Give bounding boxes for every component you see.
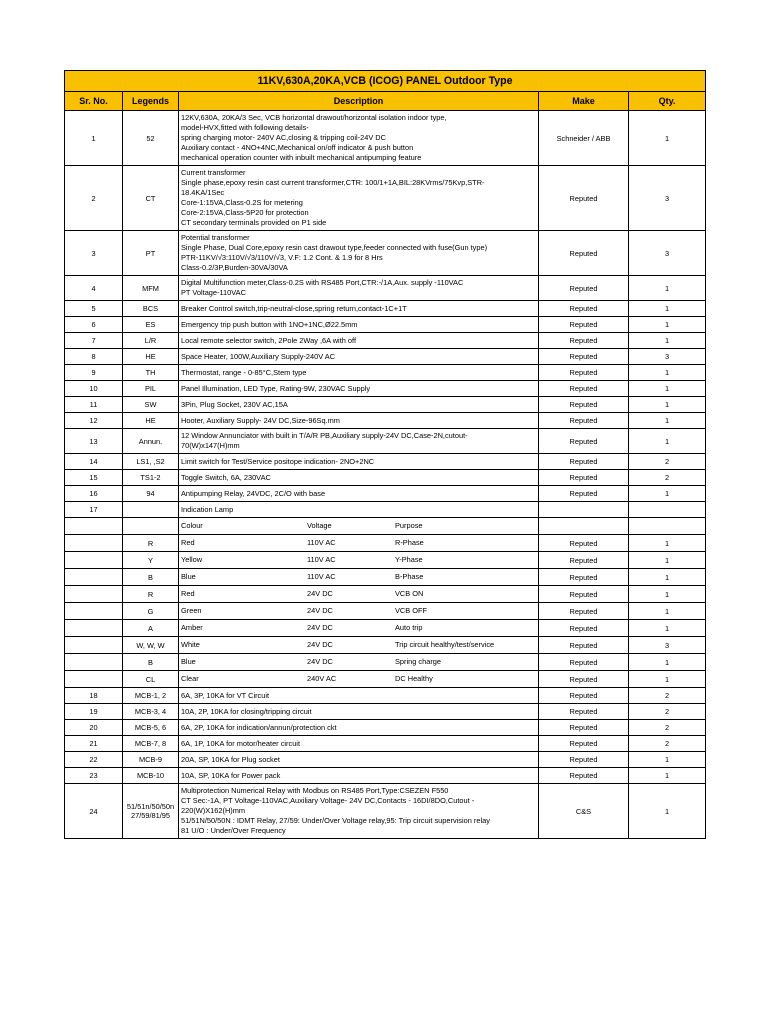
legend-cell: G bbox=[123, 603, 179, 620]
table-row bbox=[65, 552, 706, 569]
make-cell: Reputed bbox=[539, 413, 629, 429]
make-cell: C&S bbox=[539, 784, 629, 839]
description-line: 18.4KA/1Sec bbox=[181, 188, 225, 197]
lamp-spec bbox=[181, 637, 536, 653]
lamp-spec bbox=[181, 535, 536, 551]
sr-no-cell: 11 bbox=[65, 397, 123, 413]
qty-cell: 1 bbox=[629, 784, 706, 839]
table-row bbox=[65, 535, 706, 552]
make-cell: Reputed bbox=[539, 397, 629, 413]
legend-cell: R bbox=[123, 586, 179, 603]
description-cell bbox=[179, 301, 539, 317]
qty-cell: 1 bbox=[629, 413, 706, 429]
description-line: PTR-11KV/√3:110V/√3/110V/√3, V.F: 1.2 Cont. & 1.9 for 8 Hrs bbox=[181, 253, 383, 262]
description-line: 81 U/O : Under/Over Frequency bbox=[181, 826, 286, 835]
make-cell bbox=[539, 518, 629, 535]
description-line: CT Sec:-1A, PT Voltage-110VAC,Auxiliary Voltage- 24V DC,Contacts - 16DI/8DO,Cutout - bbox=[181, 796, 475, 805]
qty-cell: 1 bbox=[629, 317, 706, 333]
description-cell bbox=[179, 397, 539, 413]
legend-cell: MFM bbox=[123, 276, 179, 301]
sr-no-cell: 18 bbox=[65, 688, 123, 704]
qty-cell: 3 bbox=[629, 166, 706, 231]
sr-no-cell: 4 bbox=[65, 276, 123, 301]
legend-cell: ES bbox=[123, 317, 179, 333]
description-line: Single Phase, Dual Core,epoxy resin cast drawout type,feeder connected with fuse(Gun type) bbox=[181, 243, 488, 252]
legend-cell: A bbox=[123, 620, 179, 637]
table-row bbox=[65, 454, 706, 470]
lamp-colour: Green bbox=[181, 606, 202, 615]
table-row bbox=[65, 720, 706, 736]
sr-no-cell: 6 bbox=[65, 317, 123, 333]
description-cell bbox=[179, 486, 539, 502]
description-cell bbox=[179, 736, 539, 752]
sr-no-cell: 19 bbox=[65, 704, 123, 720]
table-row bbox=[65, 569, 706, 586]
table-row bbox=[65, 704, 706, 720]
column-header-sr-no: Sr. No. bbox=[65, 92, 123, 111]
lamp-colour: Clear bbox=[181, 674, 199, 683]
make-cell: Reputed bbox=[539, 736, 629, 752]
description-line: Antipumping Relay, 24VDC, 2C/O with base bbox=[181, 488, 326, 498]
description-cell bbox=[179, 603, 539, 620]
lamp-voltage: 110V AC bbox=[307, 538, 336, 547]
sr-no-cell: 24 bbox=[65, 784, 123, 839]
qty-cell: 1 bbox=[629, 486, 706, 502]
qty-cell: 1 bbox=[629, 654, 706, 671]
make-cell: Reputed bbox=[539, 768, 629, 784]
qty-cell: 2 bbox=[629, 688, 706, 704]
lamp-spec bbox=[181, 603, 536, 619]
sr-no-cell bbox=[65, 586, 123, 603]
table-row bbox=[65, 502, 706, 518]
sr-no-cell: 1 bbox=[65, 111, 123, 166]
sr-no-cell: 10 bbox=[65, 381, 123, 397]
description-cell bbox=[179, 535, 539, 552]
qty-cell: 2 bbox=[629, 704, 706, 720]
legend-cell: MCB-3, 4 bbox=[123, 704, 179, 720]
description-line: Single phase,epoxy resin cast current transformer,CTR: 100/1+1A,BIL:28KVrms/75Kvp,STR- bbox=[181, 178, 485, 187]
legend-cell: B bbox=[123, 569, 179, 586]
description-line: 10A, SP, 10KA for Power pack bbox=[181, 770, 281, 780]
description-cell bbox=[179, 454, 539, 470]
make-cell: Schneider / ABB bbox=[539, 111, 629, 166]
description-line: Breaker Control switch,trip-neutral-close,spring return,contact-1C+1T bbox=[181, 303, 407, 313]
description-line: 3Pin, Plug Socket, 230V AC,15A bbox=[181, 399, 288, 409]
legend-cell: MCB-1, 2 bbox=[123, 688, 179, 704]
purpose-header: Purpose bbox=[395, 521, 423, 530]
make-cell: Reputed bbox=[539, 429, 629, 454]
make-cell: Reputed bbox=[539, 301, 629, 317]
lamp-spec bbox=[181, 620, 536, 636]
sr-no-cell bbox=[65, 603, 123, 620]
table-row bbox=[65, 333, 706, 349]
legend-cell: MCB-5, 6 bbox=[123, 720, 179, 736]
lamp-voltage: 240V AC bbox=[307, 674, 337, 683]
lamp-colour: White bbox=[181, 640, 200, 649]
description-cell bbox=[179, 688, 539, 704]
legend-cell bbox=[123, 502, 179, 518]
description-cell bbox=[179, 784, 539, 839]
table-row bbox=[65, 654, 706, 671]
description-cell bbox=[179, 654, 539, 671]
legend-cell: LS1, ,S2 bbox=[123, 454, 179, 470]
make-cell: Reputed bbox=[539, 569, 629, 586]
lamp-voltage: 24V DC bbox=[307, 589, 333, 598]
description-cell bbox=[179, 569, 539, 586]
lamp-colour: Blue bbox=[181, 657, 196, 666]
sr-no-cell: 23 bbox=[65, 768, 123, 784]
make-cell: Reputed bbox=[539, 486, 629, 502]
table-row bbox=[65, 486, 706, 502]
description-cell bbox=[179, 768, 539, 784]
legend-cell: MCB-9 bbox=[123, 752, 179, 768]
sr-no-cell bbox=[65, 654, 123, 671]
sr-no-cell: 21 bbox=[65, 736, 123, 752]
qty-cell: 3 bbox=[629, 637, 706, 654]
description-line: 10A, 2P, 10KA for closing/tripping circuit bbox=[181, 706, 312, 716]
description-line: 6A, 3P, 10KA for VT Circuit bbox=[181, 690, 270, 700]
column-header-qty: Qty. bbox=[629, 92, 706, 111]
make-cell: Reputed bbox=[539, 454, 629, 470]
legend-cell: CL bbox=[123, 671, 179, 688]
qty-cell: 1 bbox=[629, 552, 706, 569]
sr-no-cell: 17 bbox=[65, 502, 123, 518]
lamp-colour: Red bbox=[181, 538, 195, 547]
sr-no-cell bbox=[65, 671, 123, 688]
table-row bbox=[65, 413, 706, 429]
description-cell bbox=[179, 231, 539, 276]
qty-cell: 2 bbox=[629, 470, 706, 486]
table-row bbox=[65, 586, 706, 603]
table-row bbox=[65, 671, 706, 688]
description-line: 51/51N/50/50N : IDMT Relay, 27/59: Under/Over Voltage relay,95: Trip circuit supervision relay bbox=[181, 816, 490, 825]
description-cell bbox=[179, 671, 539, 688]
qty-cell: 3 bbox=[629, 349, 706, 365]
legend-cell: HE bbox=[123, 349, 179, 365]
description-line: 6A, 1P, 10KA for motor/heater circuit bbox=[181, 738, 300, 748]
qty-cell: 1 bbox=[629, 569, 706, 586]
sr-no-cell: 9 bbox=[65, 365, 123, 381]
table-body bbox=[65, 111, 706, 839]
table-row bbox=[65, 620, 706, 637]
description-line: Potential transformer bbox=[181, 233, 250, 242]
qty-cell: 1 bbox=[629, 365, 706, 381]
qty-cell: 1 bbox=[629, 276, 706, 301]
description-cell bbox=[179, 276, 539, 301]
qty-cell: 1 bbox=[629, 301, 706, 317]
description-line: 20A, SP, 10KA for Plug socket bbox=[181, 754, 280, 764]
lamp-voltage: 110V AC bbox=[307, 572, 336, 581]
legend-cell: PT bbox=[123, 231, 179, 276]
table-row bbox=[65, 301, 706, 317]
description-line: Panel Illumination, LED Type, Rating-9W, 230VAC Supply bbox=[181, 383, 371, 393]
make-cell: Reputed bbox=[539, 704, 629, 720]
table-row bbox=[65, 736, 706, 752]
lamp-colour: Red bbox=[181, 589, 195, 598]
make-cell: Reputed bbox=[539, 620, 629, 637]
legend-cell: R bbox=[123, 535, 179, 552]
legend-cell: TH bbox=[123, 365, 179, 381]
qty-cell: 1 bbox=[629, 620, 706, 637]
qty-cell: 2 bbox=[629, 454, 706, 470]
description-line: Core-2:15VA,Class-5P20 for protection bbox=[181, 208, 309, 217]
legend-cell: PIL bbox=[123, 381, 179, 397]
description-line: Digital Multifunction meter,Class-0.2S with RS485 Port,CTR:-/1A,Aux. supply -110VAC bbox=[181, 278, 464, 287]
make-cell: Reputed bbox=[539, 720, 629, 736]
description-line: 6A, 2P, 10KA for indication/annun/protection ckt bbox=[181, 722, 337, 732]
table-row bbox=[65, 518, 706, 535]
qty-cell: 2 bbox=[629, 736, 706, 752]
qty-cell: 1 bbox=[629, 429, 706, 454]
legend-cell: HE bbox=[123, 413, 179, 429]
table-row bbox=[65, 429, 706, 454]
description-line: 12KV,630A, 20KA/3 Sec, VCB horizontal drawout/horizontal isolation indoor type, bbox=[181, 113, 447, 122]
description-cell bbox=[179, 166, 539, 231]
description-cell bbox=[179, 317, 539, 333]
legend-cell: W, W, W bbox=[123, 637, 179, 654]
description-line: mechanical operation counter with inbuilt mechanical antipumping feature bbox=[181, 153, 422, 162]
description-line: Class-0.2/3P,Burden-30VA/30VA bbox=[181, 263, 288, 272]
column-header-legends: Legends bbox=[123, 92, 179, 111]
description-line: Local remote selector switch, 2Pole 2Way ,6A with off bbox=[181, 335, 356, 345]
description-line: spring charging motor- 240V AC,closing & tripping coil-24V DC bbox=[181, 133, 386, 142]
description-cell bbox=[179, 470, 539, 486]
make-cell: Reputed bbox=[539, 365, 629, 381]
legend-cell: CT bbox=[123, 166, 179, 231]
description-line: model-HVX,fitted with following details- bbox=[181, 123, 309, 132]
make-cell: Reputed bbox=[539, 470, 629, 486]
sr-no-cell bbox=[65, 518, 123, 535]
lamp-colour: Yellow bbox=[181, 555, 203, 564]
legend-cell: SW bbox=[123, 397, 179, 413]
panel-spec-table bbox=[64, 70, 706, 839]
colour-header: Colour bbox=[181, 521, 203, 530]
qty-cell: 1 bbox=[629, 586, 706, 603]
description-cell bbox=[179, 637, 539, 654]
qty-cell: 1 bbox=[629, 535, 706, 552]
qty-cell: 2 bbox=[629, 720, 706, 736]
sr-no-cell: 12 bbox=[65, 413, 123, 429]
description-cell bbox=[179, 381, 539, 397]
description-line: Limit switch for Test/Service positope indication- 2NO+2NC bbox=[181, 456, 375, 466]
sr-no-cell bbox=[65, 535, 123, 552]
lamp-purpose: Trip circuit healthy/test/service bbox=[395, 640, 495, 649]
description-line: 12 Window Annunciator with built in T/A/R PB,Auxiliary supply-24V DC,Case-2N,cutout- bbox=[181, 431, 468, 440]
description-cell bbox=[179, 429, 539, 454]
make-cell: Reputed bbox=[539, 752, 629, 768]
table-row bbox=[65, 231, 706, 276]
table-row bbox=[65, 317, 706, 333]
description-line: PT Voltage-110VAC bbox=[181, 288, 246, 297]
qty-cell: 1 bbox=[629, 333, 706, 349]
make-cell: Reputed bbox=[539, 586, 629, 603]
description-cell: Indication Lamp bbox=[179, 502, 539, 518]
lamp-voltage: 110V AC bbox=[307, 555, 336, 564]
legend-cell: 94 bbox=[123, 486, 179, 502]
qty-cell: 1 bbox=[629, 671, 706, 688]
lamp-colour: Blue bbox=[181, 572, 196, 581]
make-cell: Reputed bbox=[539, 637, 629, 654]
make-cell: Reputed bbox=[539, 381, 629, 397]
lamp-voltage: 24V DC bbox=[307, 606, 333, 615]
sr-no-cell: 15 bbox=[65, 470, 123, 486]
make-cell: Reputed bbox=[539, 688, 629, 704]
column-header-make: Make bbox=[539, 92, 629, 111]
lamp-spec bbox=[181, 654, 536, 670]
legend-cell: 51/51n/50/50n 27/59/81/95 bbox=[123, 784, 179, 839]
table-row bbox=[65, 470, 706, 486]
qty-cell: 1 bbox=[629, 111, 706, 166]
legend-cell: L/R bbox=[123, 333, 179, 349]
description-line: Current transformer bbox=[181, 168, 246, 177]
lamp-purpose: Auto trip bbox=[395, 623, 423, 632]
legend-cell: MCB-10 bbox=[123, 768, 179, 784]
lamp-purpose: B-Phase bbox=[395, 572, 424, 581]
table-row bbox=[65, 166, 706, 231]
legend-cell: MCB-7, 8 bbox=[123, 736, 179, 752]
lamp-voltage: 24V DC bbox=[307, 623, 333, 632]
make-cell: Reputed bbox=[539, 333, 629, 349]
sr-no-cell: 14 bbox=[65, 454, 123, 470]
lamp-voltage: 24V DC bbox=[307, 640, 333, 649]
qty-cell bbox=[629, 518, 706, 535]
table-title: 11KV,630A,20KA,VCB (ICOG) PANEL Outdoor Type bbox=[65, 71, 706, 92]
make-cell: Reputed bbox=[539, 166, 629, 231]
qty-cell: 1 bbox=[629, 381, 706, 397]
sr-no-cell: 3 bbox=[65, 231, 123, 276]
description-line: Core-1:15VA,Class-0.2S for metering bbox=[181, 198, 303, 207]
qty-cell: 1 bbox=[629, 768, 706, 784]
table-row bbox=[65, 752, 706, 768]
lamp-spec bbox=[181, 552, 536, 568]
make-cell: Reputed bbox=[539, 231, 629, 276]
make-cell: Reputed bbox=[539, 603, 629, 620]
sr-no-cell: 20 bbox=[65, 720, 123, 736]
make-cell: Reputed bbox=[539, 276, 629, 301]
description-line: Space Heater, 100W,Auxiliary Supply-240V AC bbox=[181, 351, 336, 361]
make-cell: Reputed bbox=[539, 535, 629, 552]
sr-no-cell: 8 bbox=[65, 349, 123, 365]
lamp-purpose: DC Healthy bbox=[395, 674, 433, 683]
sr-no-cell: 13 bbox=[65, 429, 123, 454]
sr-no-cell bbox=[65, 637, 123, 654]
legend-cell: B bbox=[123, 654, 179, 671]
description-line: Thermostat, range - 0-85°C,Stem type bbox=[181, 367, 307, 377]
table-row bbox=[65, 637, 706, 654]
table-row bbox=[65, 381, 706, 397]
make-cell: Reputed bbox=[539, 317, 629, 333]
description-cell bbox=[179, 586, 539, 603]
lamp-purpose: Y-Phase bbox=[395, 555, 423, 564]
table-row bbox=[65, 784, 706, 839]
sr-no-cell: 7 bbox=[65, 333, 123, 349]
description-cell bbox=[179, 620, 539, 637]
voltage-header: Voltage bbox=[307, 521, 332, 530]
lamp-spec bbox=[181, 586, 536, 602]
description-cell bbox=[179, 333, 539, 349]
description-line: CT secondary terminals provided on P1 side bbox=[181, 218, 327, 227]
legend-cell: Y bbox=[123, 552, 179, 569]
description-cell bbox=[179, 720, 539, 736]
legend-cell: TS1-2 bbox=[123, 470, 179, 486]
sr-no-cell bbox=[65, 569, 123, 586]
description-line: Emergency trip push button with 1NO+1NC,Ø22.5mm bbox=[181, 319, 358, 329]
sr-no-cell: 16 bbox=[65, 486, 123, 502]
make-cell: Reputed bbox=[539, 552, 629, 569]
table-row bbox=[65, 365, 706, 381]
table-row bbox=[65, 768, 706, 784]
lamp-purpose: VCB OFF bbox=[395, 606, 428, 615]
description-line: Multiprotection Numerical Relay with Modbus on RS485 Port,Type:CSEZEN F550 bbox=[181, 786, 449, 795]
sr-no-cell: 2 bbox=[65, 166, 123, 231]
lamp-purpose: R-Phase bbox=[395, 538, 424, 547]
description-cell bbox=[179, 111, 539, 166]
table-row bbox=[65, 688, 706, 704]
description-cell bbox=[179, 349, 539, 365]
description-cell bbox=[179, 365, 539, 381]
sr-no-cell: 5 bbox=[65, 301, 123, 317]
description-line: Auxiliary contact - 4NO+4NC,Mechanical on/off indicator & push button bbox=[181, 143, 414, 152]
sr-no-cell bbox=[65, 620, 123, 637]
description-line: 70(W)x147(H)mm bbox=[181, 441, 240, 450]
table-row bbox=[65, 349, 706, 365]
description-cell bbox=[179, 552, 539, 569]
sr-no-cell: 22 bbox=[65, 752, 123, 768]
description-cell bbox=[179, 704, 539, 720]
lamp-purpose: VCB ON bbox=[395, 589, 424, 598]
table-row bbox=[65, 397, 706, 413]
description-cell bbox=[179, 518, 539, 535]
lamp-purpose: Spring charge bbox=[395, 657, 442, 666]
qty-cell: 1 bbox=[629, 603, 706, 620]
lamp-spec bbox=[181, 671, 536, 687]
sr-no-cell bbox=[65, 552, 123, 569]
lamp-voltage: 24V DC bbox=[307, 657, 333, 666]
description-line: 220(W)X162(H)mm bbox=[181, 806, 246, 815]
qty-cell: 3 bbox=[629, 231, 706, 276]
table-row bbox=[65, 111, 706, 166]
make-cell: Reputed bbox=[539, 671, 629, 688]
legend-cell: 52 bbox=[123, 111, 179, 166]
column-header-description: Description bbox=[179, 92, 539, 111]
table-row bbox=[65, 603, 706, 620]
qty-cell: 1 bbox=[629, 752, 706, 768]
legend-cell bbox=[123, 518, 179, 535]
lamp-subheader bbox=[181, 518, 536, 534]
qty-cell bbox=[629, 502, 706, 518]
qty-cell: 1 bbox=[629, 397, 706, 413]
lamp-colour: Amber bbox=[181, 623, 203, 632]
table-row bbox=[65, 276, 706, 301]
legend-cell: Annun. bbox=[123, 429, 179, 454]
make-cell: Reputed bbox=[539, 654, 629, 671]
lamp-spec bbox=[181, 569, 536, 585]
legend-cell: BCS bbox=[123, 301, 179, 317]
description-line: Toggle Switch, 6A, 230VAC bbox=[181, 472, 271, 482]
description-cell bbox=[179, 752, 539, 768]
make-cell bbox=[539, 502, 629, 518]
make-cell: Reputed bbox=[539, 349, 629, 365]
description-cell bbox=[179, 413, 539, 429]
description-line: Hooter, Auxiliary Supply- 24V DC,Size-96Sq.mm bbox=[181, 415, 340, 425]
